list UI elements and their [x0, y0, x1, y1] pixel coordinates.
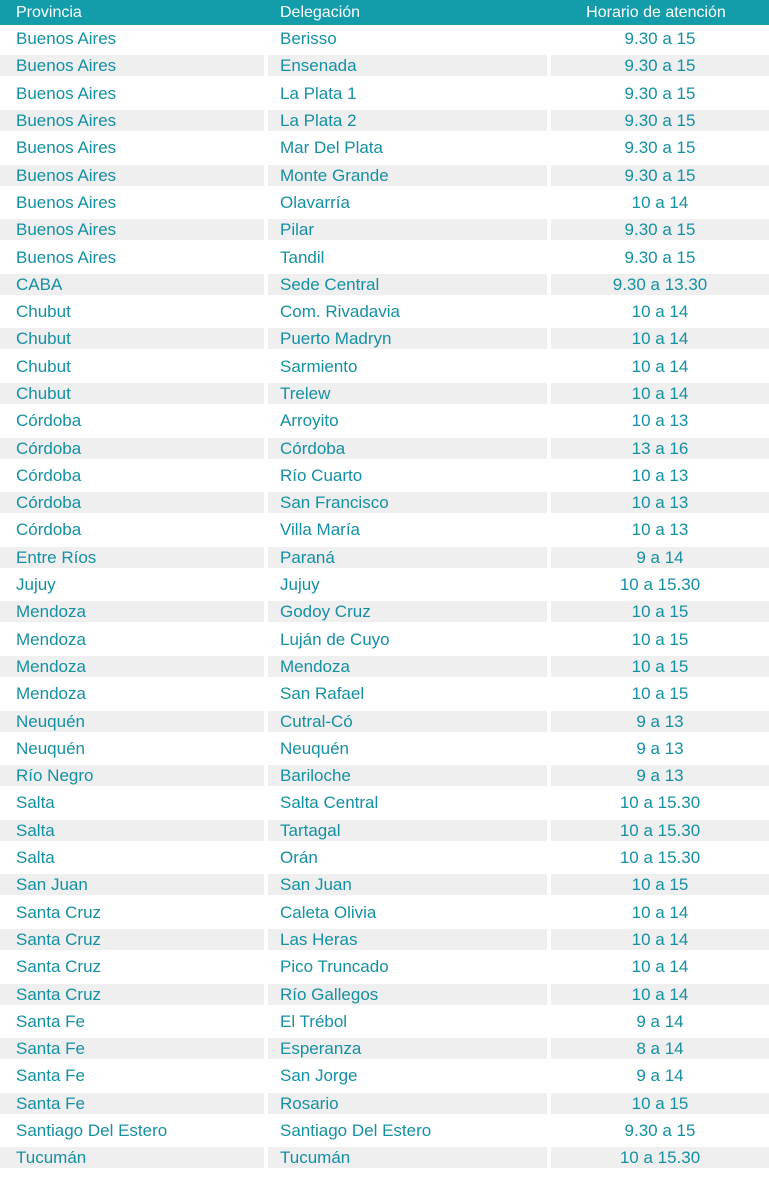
cell-provincia: Santa Cruz	[0, 929, 264, 950]
cell-horario: 10 a 15.30	[619, 793, 701, 813]
cell-delegacion: San Jorge	[280, 1066, 358, 1086]
cell-provincia: Santa Cruz	[16, 902, 102, 922]
cell-provincia: San Juan	[0, 874, 264, 895]
cell-delegacion: Santiago Del Estero	[280, 1121, 432, 1141]
column-header-delegacion: Delegación	[280, 3, 361, 21]
column-header-horario: Horario de atención	[586, 3, 726, 21]
cell-delegacion: Tandil	[280, 247, 325, 267]
cell-horario: 9.30 a 15	[551, 55, 769, 76]
table-row	[0, 953, 769, 980]
cell-horario: 10 a 13	[551, 492, 769, 513]
cell-horario: 9.30 a 15	[624, 1121, 696, 1141]
cell-horario: 10 a 15	[551, 874, 769, 895]
table-row	[0, 1035, 769, 1062]
table-row	[0, 680, 769, 707]
cell-provincia: Tucumán	[0, 1147, 264, 1168]
cell-horario: 10 a 15.30	[619, 848, 701, 868]
cell-horario: 9.30 a 15	[624, 83, 696, 103]
table-row	[0, 161, 769, 188]
table-row	[0, 762, 769, 789]
cell-horario: 9 a 13	[551, 765, 769, 786]
cell-delegacion: Trelew	[268, 383, 547, 404]
cell-horario: 9.30 a 15	[551, 219, 769, 240]
cell-provincia: Mendoza	[16, 684, 86, 704]
table-row	[0, 598, 769, 625]
cell-delegacion: Puerto Madryn	[268, 328, 547, 349]
cell-delegacion: La Plata 1	[280, 83, 357, 103]
cell-provincia: Entre Ríos	[0, 547, 264, 568]
cell-delegacion: Río Gallegos	[268, 984, 547, 1005]
cell-delegacion: Olavarría	[280, 192, 350, 212]
table-row	[0, 1090, 769, 1117]
cell-provincia: Córdoba	[0, 438, 264, 459]
table-row	[0, 462, 769, 489]
cell-horario: 10 a 13	[631, 465, 689, 485]
cell-provincia: Chubut	[0, 383, 264, 404]
cell-delegacion: Neuquén	[280, 738, 350, 758]
table-row	[0, 980, 769, 1007]
cell-delegacion: Caleta Olivia	[280, 902, 377, 922]
table-row	[0, 134, 769, 161]
cell-delegacion: Tucumán	[268, 1147, 547, 1168]
cell-provincia: Neuquén	[16, 738, 86, 758]
table-row	[0, 325, 769, 352]
table-row	[0, 434, 769, 461]
table-body	[0, 25, 769, 1171]
cell-horario: 10 a 14	[551, 984, 769, 1005]
cell-provincia: Chubut	[16, 302, 71, 322]
cell-delegacion: Mendoza	[268, 656, 547, 677]
cell-delegacion: Orán	[280, 848, 318, 868]
cell-horario: 9.30 a 15	[551, 165, 769, 186]
cell-delegacion: Pilar	[268, 219, 547, 240]
cell-delegacion: Bariloche	[268, 765, 547, 786]
cell-provincia: Santa Fe	[16, 1011, 85, 1031]
cell-provincia: Río Negro	[0, 765, 264, 786]
cell-delegacion: Luján de Cuyo	[280, 629, 390, 649]
cell-delegacion: Córdoba	[268, 438, 547, 459]
cell-provincia: Santiago Del Estero	[16, 1121, 168, 1141]
cell-horario: 9.30 a 15	[624, 29, 696, 49]
cell-horario: 10 a 13	[631, 411, 689, 431]
cell-horario: 9 a 13	[551, 711, 769, 732]
table-row	[0, 871, 769, 898]
cell-provincia: Santa Fe	[0, 1093, 264, 1114]
cell-delegacion: Sarmiento	[280, 356, 358, 376]
table-row	[0, 1062, 769, 1089]
table-row	[0, 407, 769, 434]
cell-horario: 10 a 14	[551, 328, 769, 349]
cell-delegacion: Tartagal	[268, 820, 547, 841]
table-row	[0, 1144, 769, 1171]
cell-provincia: Buenos Aires	[0, 55, 264, 76]
table-row	[0, 653, 769, 680]
cell-provincia: Córdoba	[16, 465, 82, 485]
table-row	[0, 80, 769, 107]
table-row	[0, 516, 769, 543]
cell-delegacion: San Juan	[268, 874, 547, 895]
cell-provincia: Neuquén	[0, 711, 264, 732]
cell-delegacion: Rosario	[268, 1093, 547, 1114]
table-row	[0, 789, 769, 816]
cell-provincia: Córdoba	[0, 492, 264, 513]
cell-provincia: Buenos Aires	[16, 138, 117, 158]
cell-provincia: Santa Cruz	[0, 984, 264, 1005]
table-row	[0, 571, 769, 598]
cell-horario: 10 a 14	[631, 356, 689, 376]
cell-provincia: Buenos Aires	[0, 165, 264, 186]
table-row	[0, 353, 769, 380]
cell-horario: 10 a 14	[631, 957, 689, 977]
cell-horario: 8 a 14	[551, 1038, 769, 1059]
cell-provincia: Salta	[0, 820, 264, 841]
table-row	[0, 25, 769, 52]
cell-provincia: CABA	[0, 274, 264, 295]
table-row	[0, 1008, 769, 1035]
table-row	[0, 544, 769, 571]
table-row	[0, 107, 769, 134]
cell-provincia: Mendoza	[0, 656, 264, 677]
cell-delegacion: Las Heras	[268, 929, 547, 950]
cell-provincia: Chubut	[16, 356, 71, 376]
cell-provincia: Chubut	[0, 328, 264, 349]
cell-provincia: Santa Fe	[0, 1038, 264, 1059]
cell-horario: 10 a 15.30	[551, 1147, 769, 1168]
cell-delegacion: Paraná	[268, 547, 547, 568]
cell-provincia: Jujuy	[16, 575, 56, 595]
cell-horario: 10 a 15	[551, 601, 769, 622]
cell-delegacion: San Rafael	[280, 684, 365, 704]
cell-horario: 9.30 a 15	[551, 110, 769, 131]
cell-delegacion: Sede Central	[268, 274, 547, 295]
table-row	[0, 243, 769, 270]
cell-horario: 9.30 a 13.30	[551, 274, 769, 295]
cell-delegacion: Jujuy	[280, 575, 320, 595]
cell-horario: 10 a 15	[631, 629, 689, 649]
cell-provincia: Córdoba	[16, 520, 82, 540]
cell-horario: 9 a 14	[636, 1011, 684, 1031]
cell-horario: 10 a 15	[551, 656, 769, 677]
cell-provincia: Córdoba	[16, 411, 82, 431]
cell-delegacion: Ensenada	[268, 55, 547, 76]
cell-delegacion: Com. Rivadavia	[280, 302, 400, 322]
column-header-provincia: Provincia	[16, 3, 82, 21]
cell-provincia: Buenos Aires	[0, 110, 264, 131]
cell-provincia: Mendoza	[0, 601, 264, 622]
cell-delegacion: San Francisco	[268, 492, 547, 513]
cell-delegacion: Monte Grande	[268, 165, 547, 186]
table-row	[0, 1117, 769, 1144]
cell-provincia: Mendoza	[16, 629, 86, 649]
cell-horario: 10 a 14	[631, 902, 689, 922]
cell-delegacion: La Plata 2	[268, 110, 547, 131]
cell-delegacion: Berisso	[280, 29, 337, 49]
table-row	[0, 271, 769, 298]
cell-provincia: Salta	[16, 793, 55, 813]
cell-delegacion: Mar Del Plata	[280, 138, 383, 158]
cell-delegacion: Arroyito	[280, 411, 339, 431]
table-row	[0, 735, 769, 762]
table-row	[0, 926, 769, 953]
table-row	[0, 626, 769, 653]
cell-provincia: Buenos Aires	[16, 29, 117, 49]
cell-delegacion: Villa María	[280, 520, 360, 540]
cell-delegacion: Godoy Cruz	[268, 601, 547, 622]
table-header	[0, 0, 769, 25]
cell-provincia: Buenos Aires	[0, 219, 264, 240]
cell-horario: 10 a 14	[631, 302, 689, 322]
table-row	[0, 817, 769, 844]
table-row	[0, 844, 769, 871]
table-row	[0, 489, 769, 516]
cell-horario: 9.30 a 15	[624, 138, 696, 158]
table-row	[0, 380, 769, 407]
cell-provincia: Buenos Aires	[16, 192, 117, 212]
cell-horario: 10 a 15	[551, 1093, 769, 1114]
table-row	[0, 216, 769, 243]
cell-horario: 13 a 16	[551, 438, 769, 459]
cell-horario: 10 a 14	[551, 929, 769, 950]
cell-horario: 9 a 13	[636, 738, 684, 758]
cell-delegacion: El Trébol	[280, 1011, 348, 1031]
table-row	[0, 899, 769, 926]
cell-delegacion: Cutral-Có	[268, 711, 547, 732]
cell-provincia: Buenos Aires	[16, 247, 117, 267]
cell-horario: 10 a 15.30	[619, 575, 701, 595]
table-row	[0, 707, 769, 734]
cell-horario: 9 a 14	[636, 1066, 684, 1086]
cell-horario: 10 a 14	[631, 192, 689, 212]
table-row	[0, 189, 769, 216]
cell-horario: 10 a 13	[631, 520, 689, 540]
cell-provincia: Buenos Aires	[16, 83, 117, 103]
cell-delegacion: Salta Central	[280, 793, 379, 813]
cell-provincia: Salta	[16, 848, 55, 868]
cell-horario: 10 a 14	[551, 383, 769, 404]
cell-provincia: Santa Fe	[16, 1066, 85, 1086]
cell-horario: 9.30 a 15	[624, 247, 696, 267]
cell-provincia: Santa Cruz	[16, 957, 102, 977]
cell-horario: 9 a 14	[551, 547, 769, 568]
cell-horario: 10 a 15	[631, 684, 689, 704]
table-row	[0, 298, 769, 325]
cell-horario: 10 a 15.30	[551, 820, 769, 841]
table-row	[0, 52, 769, 79]
cell-delegacion: Río Cuarto	[280, 465, 363, 485]
cell-delegacion: Pico Truncado	[280, 957, 389, 977]
cell-delegacion: Esperanza	[268, 1038, 547, 1059]
